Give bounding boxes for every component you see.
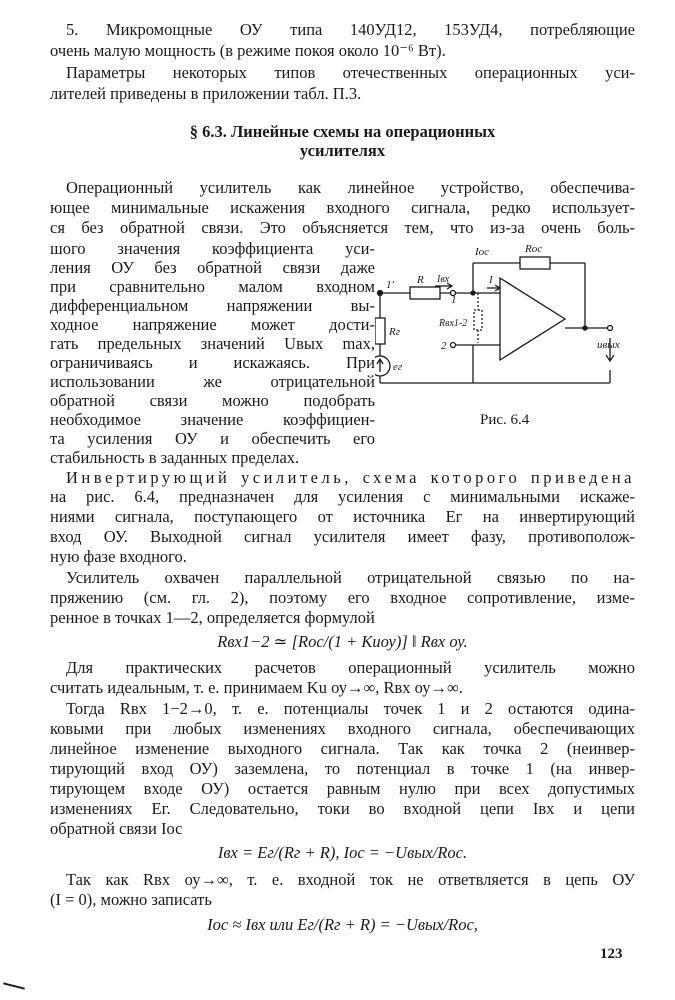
text-line: ную фазе входного. — [50, 547, 187, 566]
label-eg: eг — [393, 361, 403, 373]
label-node-1-prime: 1′ — [386, 279, 394, 291]
label-node-1: 1 — [451, 294, 457, 306]
text-line: тирующем входе ОУ) остается равным нулю при всех допустимых — [50, 779, 635, 798]
label-ibx: Iвх — [437, 274, 450, 285]
text-line: Так как Rвх оу→∞, т. е. входной ток не ответвляется в цепь ОУ — [66, 870, 635, 889]
text-line: стабильность в заданных пределах. — [50, 448, 300, 467]
label-roc: Rос — [525, 243, 543, 255]
text-line: на рис. 6.4, предназначен для усиления с минимальными искаже- — [50, 487, 635, 506]
text-line: необходимое значение коэффициен- — [50, 410, 375, 429]
text-line: обратной связи можно подобрать — [50, 391, 375, 410]
text-line: дифференциальном напряжении вы- — [50, 296, 375, 315]
text-line: ниями сигнала, поступающего от источника Eг на инвертирующий — [50, 507, 635, 526]
text-line: ся без обратной связи. Это объясняется тем, что из-за очень боль- — [50, 218, 635, 237]
section-heading: усилителях — [299, 141, 386, 160]
text-line: шого значения коэффициента уси- — [50, 239, 375, 258]
text-line: ющее минимальные искажения входного сигнала, редко использует- — [50, 198, 635, 217]
text-line: Операционный усилитель как линейное устройство, обеспечива- — [66, 178, 635, 197]
figure-caption: Рис. 6.4 — [480, 412, 530, 428]
formula: Rвх1−2 ≃ [Rос/(1 + Kuоу)] ‖ Rвх оу. — [217, 632, 468, 651]
text-line: Инвертирующий усилитель, схема которого приведена — [66, 468, 635, 487]
text-line: использовании же отрицательной — [50, 372, 375, 391]
internal-resistance — [474, 310, 482, 330]
junction-dot — [471, 291, 475, 295]
text-line: вход ОУ. Выходной сигнал усилителя имеет фазу, противополож- — [50, 527, 635, 546]
text-line: обратной связи Iос — [50, 819, 183, 838]
formula: Iос ≈ Iвх или Eг/(Rг + R) = −Uвых/Rос, — [207, 915, 478, 934]
feedback-resistor — [520, 257, 550, 269]
text-line: ходное напряжение может дости- — [50, 315, 375, 334]
label-r: R — [417, 274, 424, 286]
text-line: линейное изменение выходного сигнала. Так как точка 2 (неинвер- — [50, 739, 635, 758]
label-node-2: 2 — [441, 340, 447, 352]
opamp-triangle — [500, 278, 565, 360]
source-resistor — [375, 318, 385, 344]
section-heading: § 6.3. Линейные схемы на операционных — [189, 122, 496, 141]
text-line: гать предельных значений Uвых max, — [50, 334, 375, 353]
inverting-amplifier-schematic — [375, 238, 645, 413]
text-line: ковыми при любых изменениях входного сигнала, обеспечивающих — [50, 719, 635, 738]
text-line: лителей приведены в приложении табл. П.3. — [50, 84, 362, 103]
text-line: ления ОУ без обратной связи даже — [50, 258, 375, 277]
text-line: очень малую мощность (в режиме покоя около 10⁻⁶ Вт). — [50, 41, 446, 60]
input-resistor — [410, 287, 440, 299]
label-rbx: Rвх1-2 — [439, 318, 468, 329]
text-line: при сравнительно малом входном — [50, 277, 375, 296]
text-line: Параметры некоторых типов отечественных операционных уси- — [66, 63, 635, 82]
junction-dot — [583, 326, 587, 330]
text-line: Усилитель охвачен параллельной отрицательной связью по на- — [66, 568, 635, 587]
text-line: Для практических расчетов операционный усилитель можно — [66, 658, 635, 677]
voltage-source — [375, 356, 390, 376]
text-line: Тогда Rвх 1−2→0, т. е. потенциалы точек 1 и 2 остаются одина- — [66, 699, 635, 718]
label-i: I — [489, 274, 493, 286]
page-number: 123 — [600, 946, 623, 962]
text-line: та усиления ОУ и обеспечить его — [50, 429, 375, 448]
formula: Iвх = Eг/(Rг + R), Iос = −Uвых/Rос. — [217, 843, 468, 862]
text-line: 5. Микромощные ОУ типа 140УД12, 153УД4, потребляющие — [66, 20, 635, 39]
text-line: пряжению (см. гл. 2), поэтому его входное сопротивление, изме- — [50, 588, 635, 607]
text-line: (I = 0), можно записать — [50, 890, 212, 909]
text-line: изменениях Eг. Следовательно, токи во входной цепи Iвх и цепи — [50, 799, 635, 818]
text-line: тирующий вход ОУ) заземлена, то потенциал в точке 1 (на инвер- — [50, 759, 635, 778]
node-2 — [451, 343, 456, 348]
text-line: ограничиваясь и искажаясь. При — [50, 353, 375, 372]
label-ioc: Iос — [475, 246, 490, 258]
output-terminal — [608, 326, 613, 331]
label-rg: Rг — [389, 326, 401, 338]
scan-mark — [3, 982, 25, 989]
text-line: считать идеальным, т. е. принимаем Ku оу→∞, Rвх оу→∞. — [50, 678, 463, 697]
text-line: ренное в точках 1—2, определяется формулой — [50, 608, 375, 627]
label-uout: uвых — [597, 339, 620, 351]
